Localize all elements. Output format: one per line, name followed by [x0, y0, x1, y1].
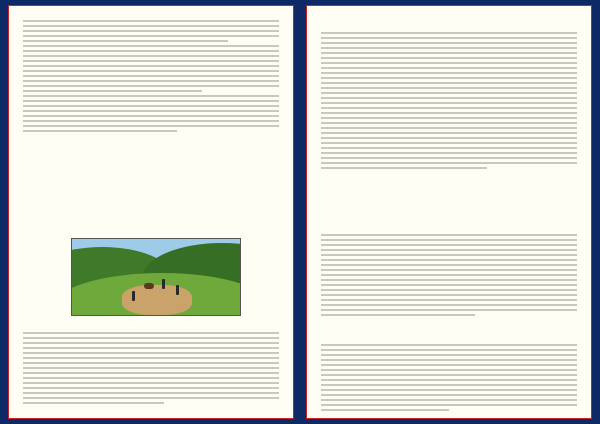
left-page — [8, 5, 294, 419]
right-page — [306, 5, 592, 419]
right-top-text-block — [321, 32, 577, 172]
outdoor-photo — [71, 238, 241, 316]
left-top-text-block — [23, 20, 279, 135]
right-bottom-text-block — [321, 344, 577, 414]
left-bottom-text-block — [23, 332, 279, 407]
right-middle-text-block — [321, 234, 577, 319]
